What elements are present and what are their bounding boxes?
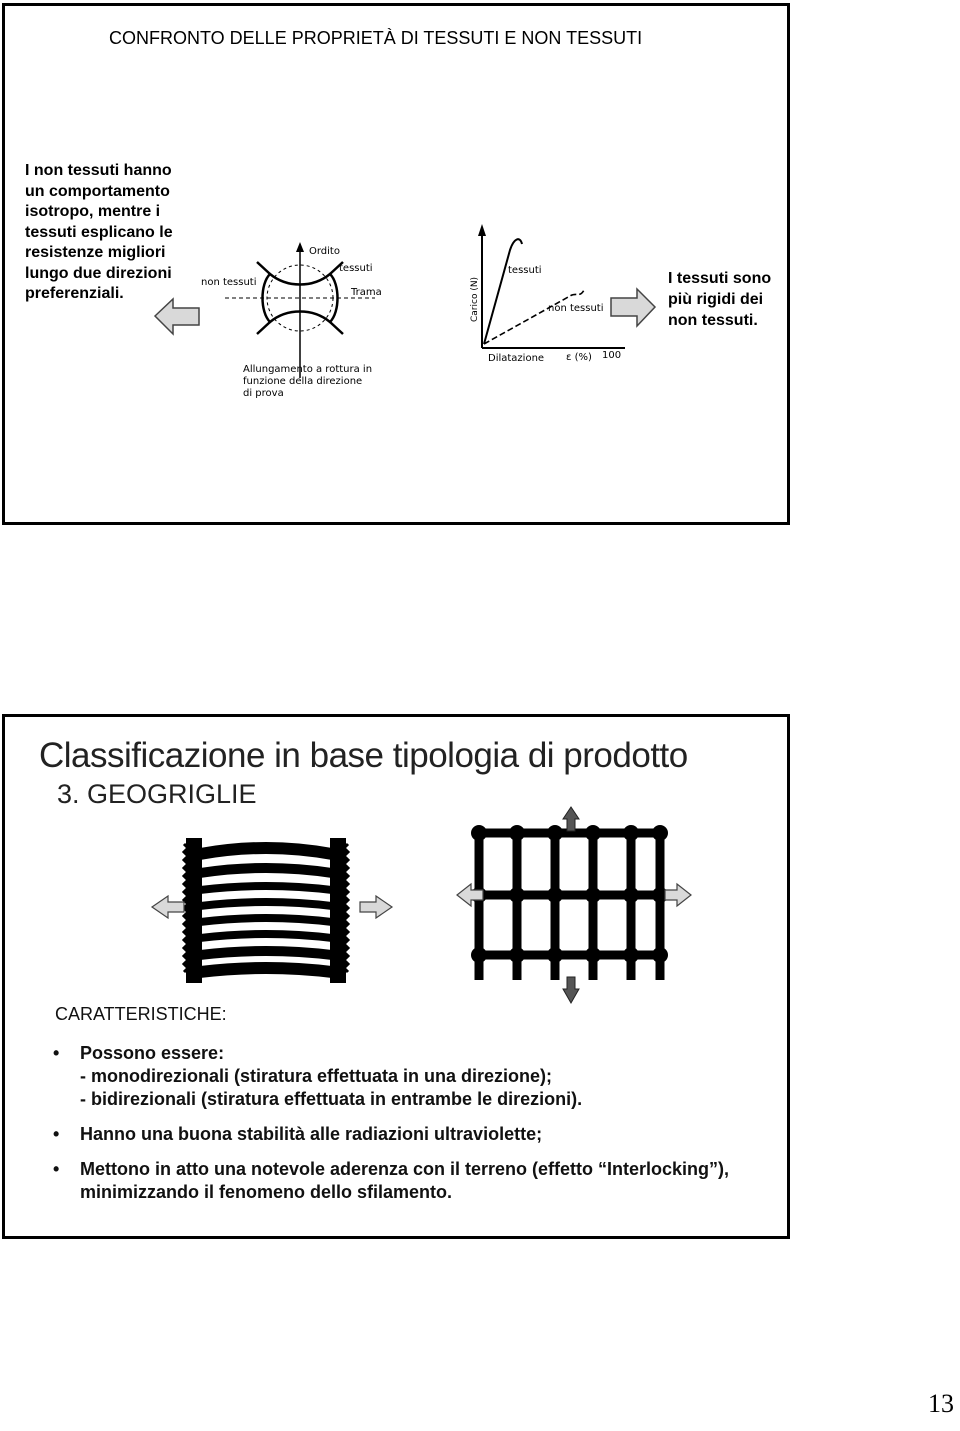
page-number: 13 xyxy=(928,1389,954,1418)
characteristics-list xyxy=(53,1042,788,1204)
tessuti-line xyxy=(484,239,522,344)
rigidity-text: I tessuti sono più rigidi dei non tessuti. xyxy=(668,270,772,329)
bullet-interlocking xyxy=(53,1158,788,1204)
bullet-line: - monodirezionali (stiratura effettuata in una direzione); xyxy=(80,1066,553,1086)
characteristics-heading: CARATTERISTICHE: xyxy=(55,1004,227,1024)
y-axis-label: Carico (N) xyxy=(470,276,480,322)
x-axis-label: Dilatazione xyxy=(488,353,545,364)
bullet-line: • Possono essere: xyxy=(80,1043,225,1063)
caption-line-3: di prova xyxy=(243,388,284,399)
label-tessuti: tessuti xyxy=(339,263,373,274)
right-arrow-icon xyxy=(609,286,657,330)
x-symbol: ε (%) xyxy=(566,352,592,363)
slide-subtitle: 3. GEOGRIGLIE xyxy=(57,779,257,809)
slide-title: CONFRONTO DELLE PROPRIETÀ DI TESSUTI E NON TESSUTI xyxy=(109,28,643,48)
slide-comparison xyxy=(2,3,790,525)
polar-elongation-diagram xyxy=(195,238,385,403)
left-arrow-icon xyxy=(153,296,201,338)
isotropy-text: I non tessuti hanno un comportamento isotropo, mentre i tessuti esplicano le resistenze migliori lungo due direzioni preferenziali. xyxy=(25,162,173,302)
bidirectional-geogrid-image xyxy=(455,805,695,1010)
monodirectional-geogrid-image xyxy=(150,832,395,992)
bullet-uv-stability xyxy=(53,1123,788,1146)
bullet-line: - bidirezionali (stiratura effettuata in entrambe le direzioni). xyxy=(80,1089,583,1109)
caption-line-1: Allungamento a rottura in xyxy=(243,364,373,375)
slide-title: Classificazione in base tipologia di prodotto xyxy=(39,736,688,775)
bullet-types xyxy=(53,1042,788,1111)
label-curve-non-tessuti: non tessuti xyxy=(548,303,604,314)
label-curve-tessuti: tessuti xyxy=(508,265,542,276)
bullet-line: minimizzando il fenomeno dello sfilamento. xyxy=(80,1182,453,1202)
caption-line-2: funzione della direzione xyxy=(243,376,363,387)
label-non-tessuti: non tessuti xyxy=(201,277,257,288)
x-tick-100: 100 xyxy=(602,350,622,361)
label-ordito: Ordito xyxy=(309,246,340,257)
non-tessuti-line xyxy=(484,290,584,344)
label-trama: Trama xyxy=(351,287,382,298)
bullet-line: • Hanno una buona stabilità alle radiazioni ultraviolette; xyxy=(80,1124,543,1144)
bullet-line: • Mettono in atto una notevole aderenza con il terreno (effetto “Interlocking”), xyxy=(80,1159,730,1179)
slide-geogrids xyxy=(2,714,790,1239)
